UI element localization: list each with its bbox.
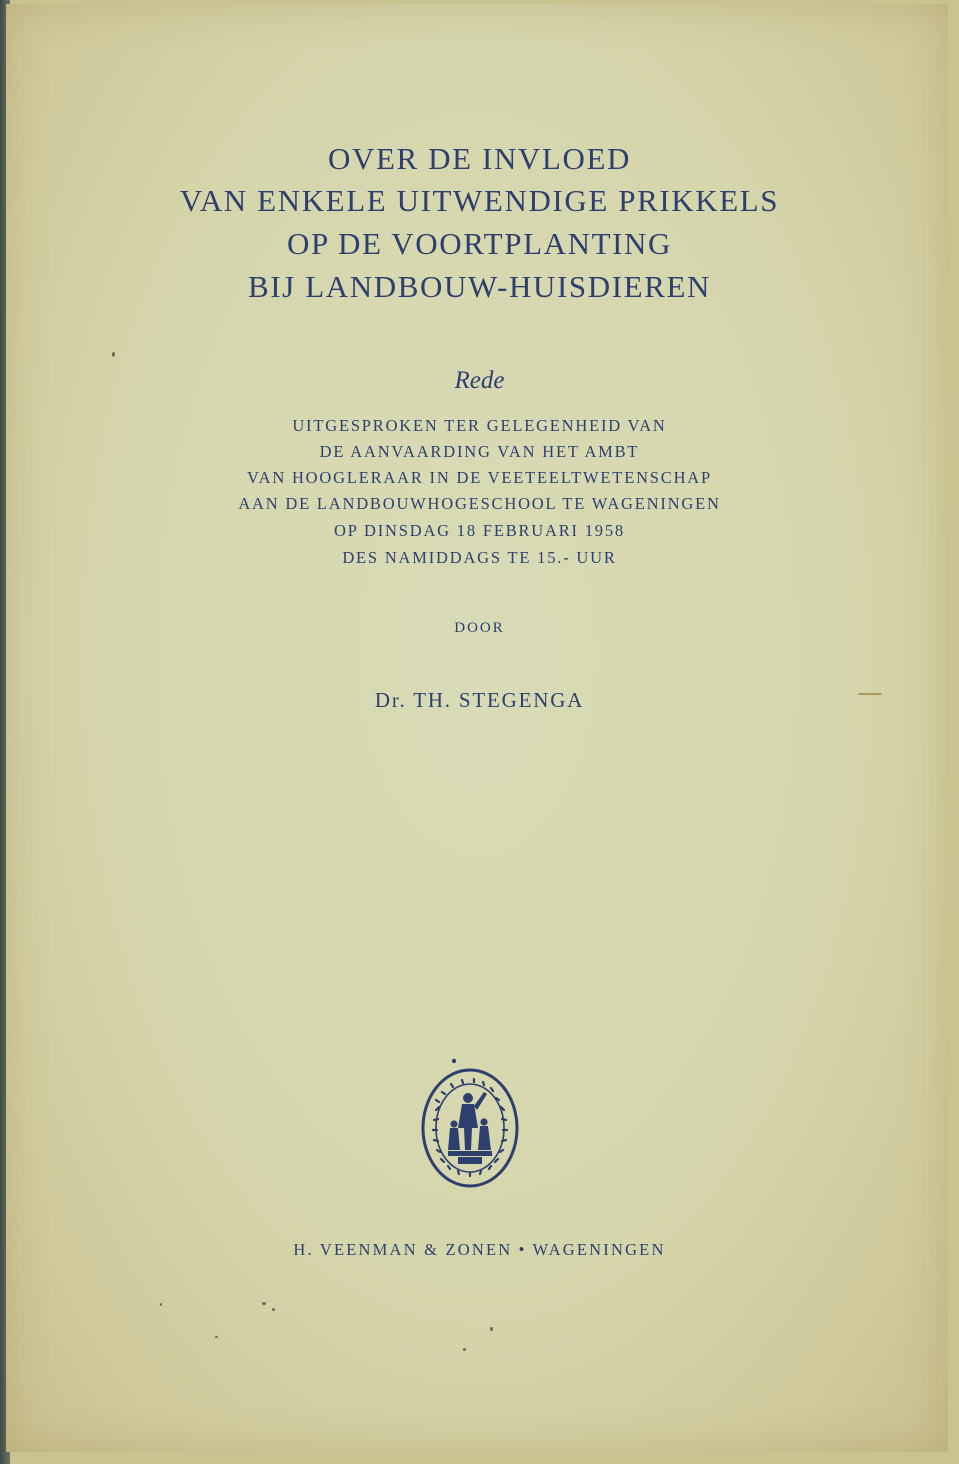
book-cover	[6, 4, 948, 1452]
by-label: DOOR	[454, 620, 505, 636]
occasion-line-6: DES NAMIDDAGS TE 15.- UUR	[342, 548, 617, 567]
paper-speck	[262, 1302, 266, 1305]
subtitle-rede: Rede	[454, 367, 505, 394]
title-line-4: BIJ LANDBOUW-HUISDIEREN	[247, 269, 712, 304]
paper-speck	[463, 1348, 466, 1351]
author-surname: TH. STEGENGA	[413, 688, 585, 712]
author-name	[0, 688, 959, 713]
paper-speck	[858, 693, 882, 695]
paper-speck	[112, 352, 115, 357]
occasion-line-5: OP DINSDAG 18 FEBRUARI 1958	[334, 521, 625, 540]
occasion-line-3: VAN HOOGLERAAR IN DE VEETEELTWETENSCHAP	[247, 468, 712, 487]
occasion-line-1: UITGESPROKEN TER GELEGENHEID VAN	[292, 416, 667, 435]
title-line-2: VAN ENKELE UITWENDIGE PRIKKELS	[179, 183, 780, 218]
title-line-3: OP DE VOORTPLANTING	[286, 226, 673, 261]
author-prefix: Dr.	[374, 688, 407, 712]
paper-speck	[490, 1327, 493, 1331]
occasion-line-4: AAN DE LANDBOUWHOGESCHOOL TE WAGENINGEN	[238, 494, 721, 513]
publisher-seal-icon	[418, 1058, 522, 1190]
paper-speck	[272, 1308, 275, 1311]
title-line-1: OVER DE INVLOED	[328, 141, 631, 176]
paper-speck	[160, 1303, 162, 1306]
occasion-line-2: DE AANVAARDING VAN HET AMBT	[319, 442, 640, 461]
paper-speck	[215, 1336, 218, 1338]
publisher-line: H. VEENMAN & ZONEN • WAGENINGEN	[293, 1240, 666, 1259]
